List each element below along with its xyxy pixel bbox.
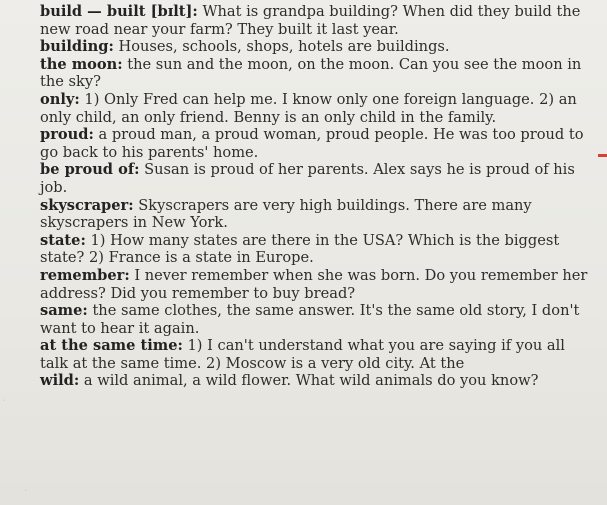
definition: a wild animal, a wild flower. What wild animals do you know? [83, 372, 539, 390]
vocab-entry-proud [40, 126, 588, 161]
vocab-entry-skyscraper [40, 197, 588, 232]
vocab-entry-at-the-same-time [40, 337, 588, 372]
headword: building: [40, 38, 114, 56]
headword: skyscraper: [40, 196, 134, 214]
definition: 1) How many states are there in the USA? Which is the biggest state? 2) France is a state in Europe. [40, 231, 560, 267]
headword: same: [40, 302, 88, 320]
vocab-entry-wild [40, 372, 588, 390]
bleed-through-mark: · [2, 394, 6, 407]
definition: Houses, schools, shops, hotels are buildings. [118, 38, 450, 56]
definition: Susan is proud of her parents. Alex says he is proud of his job. [40, 161, 575, 196]
definition: a proud man, a proud woman, proud people. He was too proud to go back to his parents' home. [40, 126, 584, 161]
definition: 1) Only Fred can help me. I know only one foreign language. 2) an only child, an only friend. Benny is an only child in the family. [40, 90, 577, 126]
vocab-entry-remember [40, 267, 588, 302]
definition: What is grandpa building? When did they build the new road near your farm? They built it last year. [40, 3, 581, 38]
headword: build — built [bɪlt]: [40, 3, 198, 20]
definition: the same clothes, the same answer. It's the same old story, I don't want to hear it again. [40, 302, 580, 337]
vocab-entry-only [40, 91, 588, 126]
headword: remember: [40, 266, 130, 284]
headword: at the same time: [40, 337, 183, 355]
bleed-through-mark: · [24, 484, 28, 497]
vocab-entry-moon [40, 56, 588, 91]
definition: Skyscrapers are very high buildings. There are many skyscrapers in New York. [40, 196, 532, 232]
vocab-entry-same [40, 302, 588, 337]
definition: 1) I can't understand what you are saying if you all talk at the same time. 2) Moscow is a very old city. At the [40, 337, 565, 372]
headword: only: [40, 90, 80, 108]
definition: the sun and the moon, on the moon. Can you see the moon in the sky? [40, 55, 582, 91]
headword: proud: [40, 126, 94, 144]
headword: the moon: [40, 55, 123, 73]
vocab-entry-be-proud-of [40, 161, 588, 196]
headword: state: [40, 231, 86, 249]
vocab-entry-building [40, 38, 588, 56]
vocab-entry-state [40, 232, 588, 267]
vocabulary-list [40, 3, 588, 390]
headword: wild: [40, 372, 80, 390]
headword: be proud of: [40, 161, 140, 179]
definition: I never remember when she was born. Do you remember her address? Did you remember to buy bread? [40, 266, 588, 302]
page-edge-tab [598, 154, 607, 157]
vocab-entry-build [40, 3, 588, 38]
